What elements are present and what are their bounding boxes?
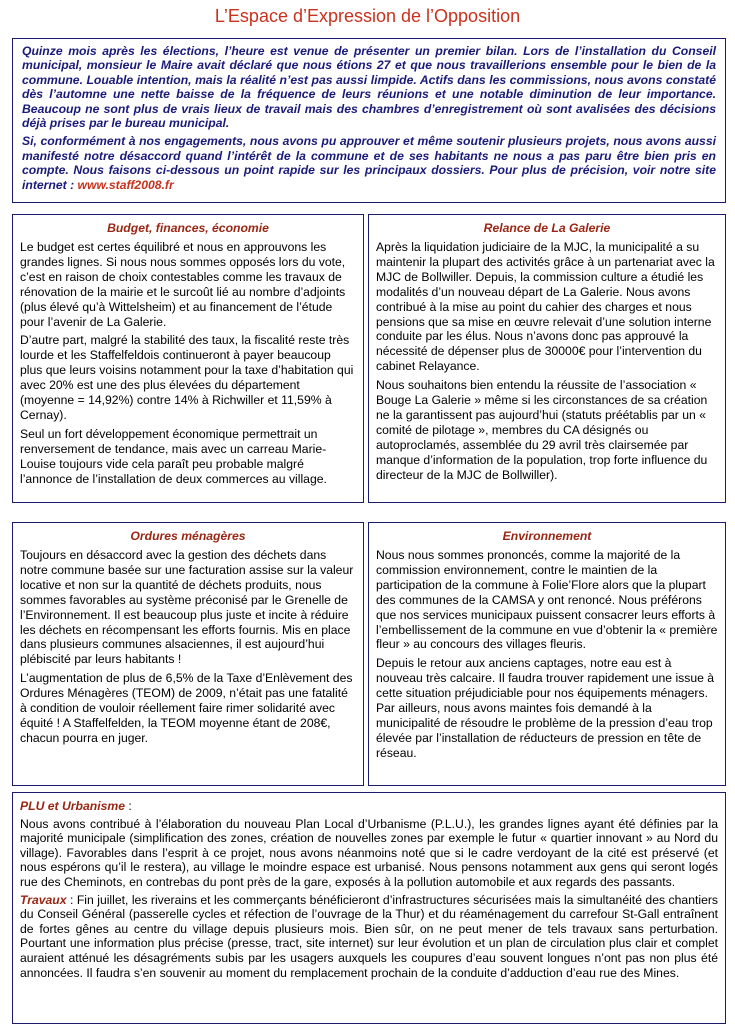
ordures-paragraph-2: L’augmentation de plus de 6,5% de la Taxe d’Enlèvement des Ordures Ménagères (TEOM) de 2009, n’était pas une fatalité à condition de vouloir réellement faire rimer solidarité avec équité ! A Staffelfelden, la TEOM moyenne étant de 208€, chacun pourra en juger. (20, 671, 353, 745)
environnement-paragraph-1: Nous nous sommes prononcés, comme la majorité de la commission environnement, contre le maintien de la participation de la commune à Folie’Flore alors que la plupart des communes de la CAMSA y ont renoncé. Nous préférons que nos services municipaux puissent consacrer leurs efforts à l’embellissement de la commune en vue d’obtenir la « première fleur » au concours des villages fleuris. (376, 548, 718, 652)
plu-heading-suffix: : (124, 799, 132, 813)
travaux-text: : Fin juillet, les riverains et les commerçants bénéficieront d’infrastructures sécurisées mais la simultanéité des chantiers du Conseil Général (passerelle cycles et réfection de l’ouvrage de la Thur) et du réaménagement du carrefour St-Gall entraînent de fortes gênes au centre du village depuis plusieurs mois. Bien sûr, on ne peut mener de tels travaux sans perturbation. Pourtant une information plus précise (presse, tract, site internet) sur leur évolution et un plan de circulation plus clair et complet auraient atténué les désagréments subis par les usagers auxquels les coupures d’eau souvent longues n’ont pas non plus été annoncées. Il faudra s’en souvenir au moment du remplacement prochain de la conduite d’adduction d’eau rue des Mines. (20, 892, 718, 980)
travaux-heading: Travaux (20, 892, 67, 907)
plu-paragraph-1: Nous avons contribué à l’élaboration du nouveau Plan Local d’Urbanisme (P.L.U.), les grandes lignes ayant été définies par la majorité municipale (simplification des zones, création de nouvelles zones par exemple le futur « quartier innovant » au Nord du village). Favorables dans l’esprit à ce projet, nous avons néanmoins noté que si le cadre verdoyant de la cité est préservé (et nous espérons qu’il le restera), au village le moindre espace est urbanisé. Nous pensons notamment aux gens qui seront logés rue des Cheminots, en contrebas du pont près de la gare, exposés à la pollution automobile et aux regards des passants. (20, 816, 718, 889)
environnement-section (368, 522, 726, 786)
plu-section (12, 792, 726, 1024)
budget-paragraph-2: D’autre part, malgré la stabilité des taux, la fiscalité reste très lourde et les Staffelfeldois continueront à payer beaucoup plus que leurs voisins notamment pour la taxe d’habitation qui avec 20% est une des plus élevées du département (moyenne = 14,92%) contre 14% à Richwiller et 11,59% à Cernay). (20, 333, 354, 422)
budget-paragraph-1: Le budget est certes équilibré et nous en approuvons les grandes lignes. Si nous nous sommes opposés lors du vote, c’est en raison de choix contestables comme les travaux de rénovation de la mairie et le surcoût lié au nombre d’adjoints (plus élevé qu’à Wittelsheim) et au financement de l’étude pour l’avenir de La Galerie. (20, 240, 346, 329)
budget-paragraph-3: Seul un fort développement économique permettrait un renversement de tendance, mais avec un carreau Marie-Louise toujours vide cela paraît peu probable malgré l’annonce de l’installation de deux commerces au village. (20, 426, 327, 486)
budget-heading: Budget, finances, économie (107, 221, 269, 235)
intro-paragraph-2 (22, 134, 716, 192)
website-link[interactable]: www.staff2008.fr (77, 177, 174, 192)
galerie-heading: Relance de La Galerie (483, 221, 611, 235)
page-title: L’Espace d’Expression de l’Opposition (214, 6, 521, 26)
galerie-section (368, 214, 726, 503)
travaux-paragraph (20, 893, 718, 981)
intro-paragraph-2-text: Si, conformément à nos engagements, nous avons pu approuver et même soutenir plusieurs projets, nous avons aussi manifesté notre désaccord quand l’intérêt de la commune et de ses habitants ne nous a pas paru être bien pris en compte. Nous faisons ci-dessous un point rapide sur les principaux dossiers. Pour plus de précision, voir notre site internet : (22, 134, 716, 192)
plu-heading: PLU et Urbanisme (20, 799, 125, 813)
galerie-paragraph-1: Après la liquidation judiciaire de la MJC, la municipalité a su maintenir la plupart des activités grâce à un partenariat avec la MJC de Bollwiller. Depuis, la commission culture a étudié les modalités d’un nouveau départ de La Galerie. Nous avons contribué à la mise au point du cahier des charges et nous pensions que sa mise en œuvre relevait d’une solution interne conduite par les élus. Nous n’avons donc pas approuvé la nécessité de dépenser plus de 30000€ pour l’intervention du cabinet Relayance. (376, 240, 715, 374)
ordures-section (12, 522, 364, 786)
ordures-heading: Ordures ménagères (130, 529, 246, 543)
ordures-paragraph-1: Toujours en désaccord avec la gestion des déchets dans notre commune basée sur une facturation assise sur la valeur locative et non sur la quantité de déchets produits, nous sommes favorables au système préconisé par le Grenelle de l’Environnement. Il est beaucoup plus juste et incite à réduire les déchets en récompensant les efforts fournis. Mis en place dans plusieurs communes alsaciennes, il est aujourd’hui plébiscité par leurs habitants ! (20, 548, 354, 667)
galerie-paragraph-2: Nous souhaitons bien entendu la réussite de l’association « Bouge La Galerie » même si les circonstances de sa création ne la garantissent pas aujourd’hui (statuts préétablis par un « comité de pilotage », membres du CA désignés ou autoproclamés, assemblée du 29 avril très clairsemée par manque d’information de la population, trop forte influence du directeur de la MJC de Bollwiller). (376, 378, 708, 482)
intro-box (12, 38, 726, 203)
intro-paragraph-1: Quinze mois après les élections, l’heure est venue de présenter un premier bilan. Lors de l’installation du Conseil municipal, monsieur le Maire avait déclaré que nous étions 27 et que nous travaillerions ensemble pour le bien de la commune. Louable intention, mais la réalité n’est pas aussi limpide. Actifs dans les commissions, nous avons constaté dès l’automne une nette baisse de la fréquence de leurs réunions et une notable diminution de leur importance. Beaucoup ne sont plus de vrais lieux de travail mais des chambres d’enregistrement où sont avalisées des décisions déjà prises par le bureau municipal. (22, 44, 716, 131)
environnement-paragraph-2: Depuis le retour aux anciens captages, notre eau est à nouveau très calcaire. Il faudra trouver rapidement une issue à cette situation préjudiciable pour nos équipements ménagers. Par ailleurs, nous avons maintes fois demandé à la municipalité de résoudre le problème de la pression d’eau trop élevée par l’installation de réducteurs de pression en tête de réseau. (376, 656, 715, 760)
environnement-heading: Environnement (502, 529, 592, 543)
plu-heading-line (20, 799, 718, 814)
budget-section (12, 214, 364, 503)
